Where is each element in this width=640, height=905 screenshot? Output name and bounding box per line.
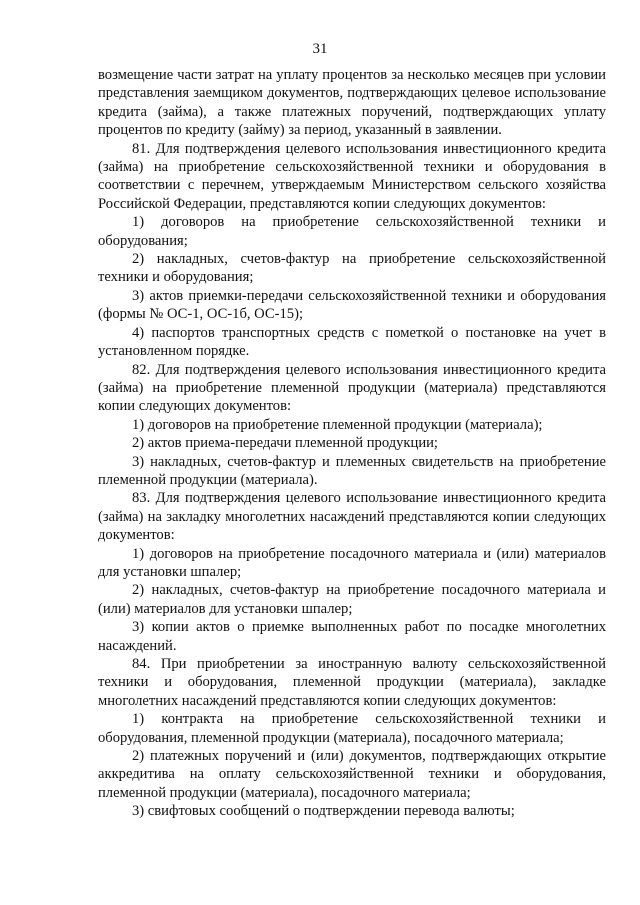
paragraph: возмещение части затрат на уплату процентов за несколько месяцев при условии представления заемщиком документов, подтверждающих целевое использование кредита (займа), а также платежных поручений, подтверждающих уплату процентов по кредиту (займу) за период, указанный в заявлении.: [98, 67, 606, 139]
list-item: 1) договоров на приобретение посадочного материала и (или) материалов для установки шпалер;: [98, 545, 606, 580]
page-number: 31: [312, 41, 328, 57]
paragraph-81-intro: 81. Для подтверждения целевого использования инвестиционного кредита (займа) на приобретение сельскохозяйственной техники и оборудования в соответствии с перечнем, утверждаемым Министерством сельского хозяйства Российской Федерации, представляются копии следующих документов:: [98, 140, 606, 212]
list-item: 3) свифтовых сообщений о подтверждении перевода валюты;: [132, 803, 515, 820]
paragraph-84-intro: 84. При приобретении за иностранную валюту сельскохозяйственной техники и оборудования, племенной продукции (материала), закладке многолетних насаждений представляются копии следующих документов:: [98, 656, 606, 709]
list-item: 1) договоров на приобретение племенной продукции (материала);: [132, 416, 543, 433]
paragraph-83-intro: 83. Для подтверждения целевого использование инвестиционного кредита (займа) на закладку многолетних насаждений представляются копии следующих документов:: [98, 490, 606, 544]
list-item: 3) актов приемки-передачи сельскохозяйственной техники и оборудования (формы № ОС-1, ОС-1б, ОС-15);: [98, 287, 606, 323]
list-item: 3) накладных, счетов-фактур и племенных свидетельств на приобретение племенной продукции (материала).: [98, 453, 606, 488]
list-item: 3) копии актов о приемке выполненных работ по посадке многолетних насаждений.: [98, 619, 606, 654]
list-item: 1) договоров на приобретение сельскохозяйственной техники и оборудования;: [98, 214, 606, 249]
list-item: 2) накладных, счетов-фактур на приобретение посадочного материала и (или) материалов для установки шпалер;: [98, 582, 606, 617]
list-item: 2) платежных поручений и (или) документов, подтверждающих открытие аккредитива на оплату сельскохозяйственной техники и оборудования, племенной продукции (материала), посадочного материала;: [98, 748, 606, 801]
paragraph-82-intro: 82. Для подтверждения целевого использования инвестиционного кредита (займа) на приобретение племенной продукции (материала) представляются копии следующих документов:: [98, 361, 606, 415]
list-item: 1) контракта на приобретение сельскохозяйственной техники и оборудования, племенной продукции (материала), посадочного материала;: [98, 711, 606, 746]
document-body: [98, 66, 606, 821]
list-item: 2) актов приема-передачи племенной продукции;: [132, 435, 438, 452]
list-item: 4) паспортов транспортных средств с пометкой о постановке на учет в установленном порядке.: [98, 324, 606, 360]
list-item: 2) накладных, счетов-фактур на приобретение сельскохозяйственной техники и оборудования;: [98, 251, 606, 286]
